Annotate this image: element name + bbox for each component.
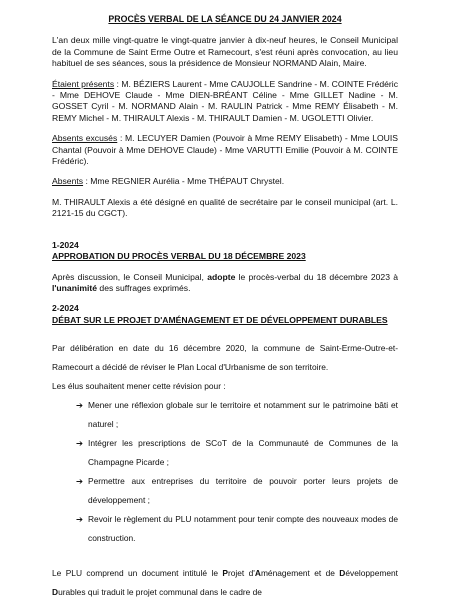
presents-label: Étaient présents	[52, 78, 115, 89]
section-2-final-paragraph: Le PLU comprend un document intitulé le Projet d'Aménagement et de Développement Durables qui traduit le projet communal dans le cadre de	[52, 568, 398, 598]
section-1-text-a: Après discussion, le Conseil Municipal,	[52, 271, 208, 282]
section-2-number: 2-2024	[52, 303, 79, 314]
list-item: ➔ Revoir le règlement du PLU notamment pour tenir compte des nouveaux modes de construction.	[76, 510, 398, 548]
arrow-right-icon: ➔	[76, 400, 84, 411]
list-item: ➔ Mener une réflexion globale sur le territoire et notamment sur le patrimoine bâti et naturel ;	[76, 396, 398, 434]
section-1-text-e: des suffrages exprimés.	[97, 282, 191, 293]
section-1-number: 1-2024	[52, 239, 79, 250]
absents-label: Absents	[52, 176, 84, 187]
section-2-bullet-list	[52, 396, 398, 548]
document-title: PROCÈS VERBAL DE LA SÉANCE DU 24 JANVIER 2024	[108, 14, 342, 24]
section-2-para-2: Les élus souhaitent mener cette révision pour :	[52, 381, 226, 392]
section-1-adopte: adopte	[207, 271, 236, 282]
section-1-text	[52, 272, 398, 295]
excuses-paragraph	[52, 133, 398, 167]
arrow-right-icon: ➔	[76, 476, 84, 487]
arrow-right-icon: ➔	[76, 438, 84, 449]
section-1-heading: APPROBATION DU PROCÈS VERBAL DU 18 DÉCEMBRE 2023	[52, 251, 306, 262]
excuses-list: : M. LECUYER Damien (Pouvoir à Mme REMY Elisabeth) - Mme LOUIS Chantal (Pouvoir à Mme DEHOVE Claude) - Mme VARUTTI Emilie (Pouvoir à M. COINTE Frédéric).	[52, 133, 399, 167]
secretary-paragraph: M. THIRAULT Alexis a été désigné en qualité de secrétaire par le conseil municipal (art. L. 2121-15 du CGCT).	[52, 196, 398, 219]
absents-paragraph	[52, 176, 398, 187]
list-item: ➔ Permettre aux entreprises du territoire de pouvoir porter leurs projets de développement ;	[76, 472, 398, 510]
presents-paragraph	[52, 79, 398, 125]
section-1-unanimite: l'unanimité	[52, 282, 98, 293]
intro-paragraph: L'an deux mille vingt-quatre le vingt-quatre janvier à dix-neuf heures, le Conseil Municipal de la Commune de Saint Erme Outre et Ramecourt, s'est réuni après convocation, au lieu habituel de ses séances, sous la présidence de Monsieur NORMAND Alain, Maire.	[52, 35, 398, 69]
absents-list: : Mme REGNIER Aurélia - Mme THÉPAUT Chrystel.	[83, 176, 285, 187]
excuses-label: Absents excusés	[52, 133, 118, 144]
list-item: ➔ Intégrer les prescriptions de SCoT de la Communauté de Communes de la Champagne Picarde ;	[76, 434, 398, 472]
section-1-text-c: le procès-verbal du 18 décembre 2023 à	[235, 271, 398, 282]
presents-list: : M. BÉZIERS Laurent - Mme CAUJOLLE Sandrine - M. COINTE Frédéric - Mme DEHOVE Claude - Mme DIEN-BRÉANT Céline - Mme GILLET Nadine - M. GOSSET Cyril - M. NORMAND Alain - M. RAULIN Patrick - Mme REMY Élisabeth - M. REMY Michel - M. THIRAULT Alexis - M. THIRAULT Damien - M. UGOLETTI Olivier.	[52, 78, 398, 123]
arrow-right-icon: ➔	[76, 514, 84, 525]
section-2-para-1: Par délibération en date du 16 décembre 2020, la commune de Saint-Erme-Outre-et-Ramecourt a décidé de réviser le Plan Local d'Urbanisme de son territoire.	[52, 343, 398, 373]
section-2-heading: DÉBAT SUR LE PROJET D'AMÉNAGEMENT ET DE DÉVELOPPEMENT DURABLES	[52, 314, 388, 325]
